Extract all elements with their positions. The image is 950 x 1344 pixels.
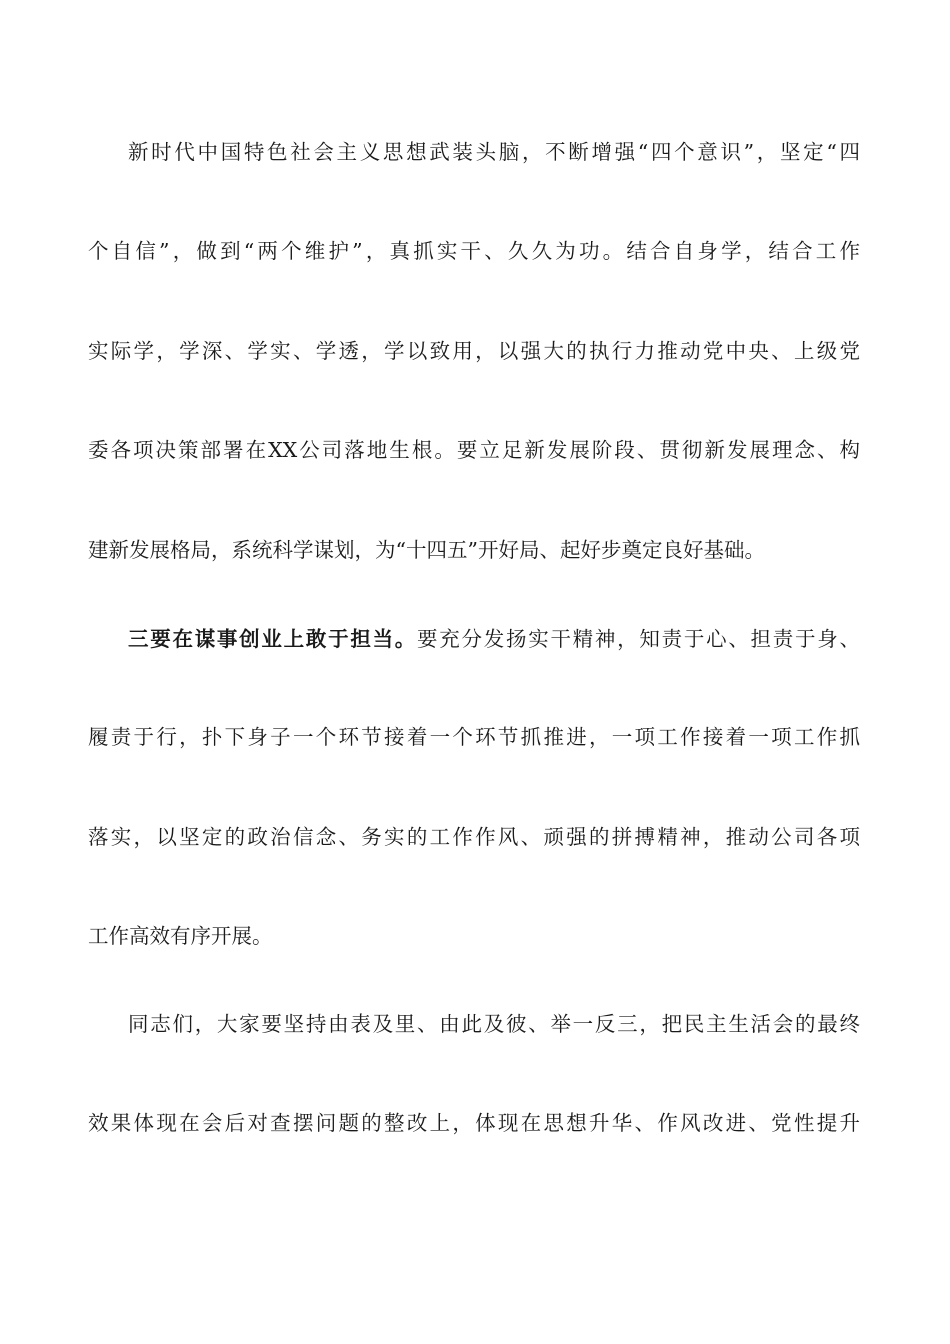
text-line-11: 效果体现在会后对查摆问题的整改上，体现在思想升华、作风改进、党性提升: [88, 1111, 860, 1135]
text-line-7: 履责于行，扑下身子一个环节接着一个环节抓推进，一项工作接着一项工作抓: [88, 725, 860, 749]
text-line-6: [128, 624, 860, 654]
text-line-2: 个自信”，做到“两个维护”，真抓实干、久久为功。结合自身学，结合工作: [88, 239, 860, 263]
text-line-3: 实际学，学深、学实、学透，学以致用，以强大的执行力推动党中央、上级党: [88, 339, 860, 363]
text-line-4: 委各项决策部署在XX公司落地生根。要立足新发展阶段、贯彻新发展理念、构: [88, 438, 860, 462]
section-heading: 三要在谋事创业上敢于担当。: [128, 627, 418, 651]
text-line-10: 同志们，大家要坚持由表及里、由此及彼、举一反三，把民主生活会的最终: [128, 1012, 860, 1036]
text-line-5: 建新发展格局，系统科学谋划，为“十四五”开好局、起好步奠定良好基础。: [88, 538, 765, 562]
text-line-8: 落实，以坚定的政治信念、务实的工作作风、顽强的拼搏精神，推动公司各项: [88, 825, 860, 849]
text-line-1: 新时代中国特色社会主义思想武装头脑，不断增强“四个意识”，坚定“四: [128, 140, 860, 164]
text-line-9: 工作高效有序开展。: [88, 924, 273, 948]
section-text: 要充分发扬实干精神，知责于心、担责于身、: [417, 627, 860, 651]
